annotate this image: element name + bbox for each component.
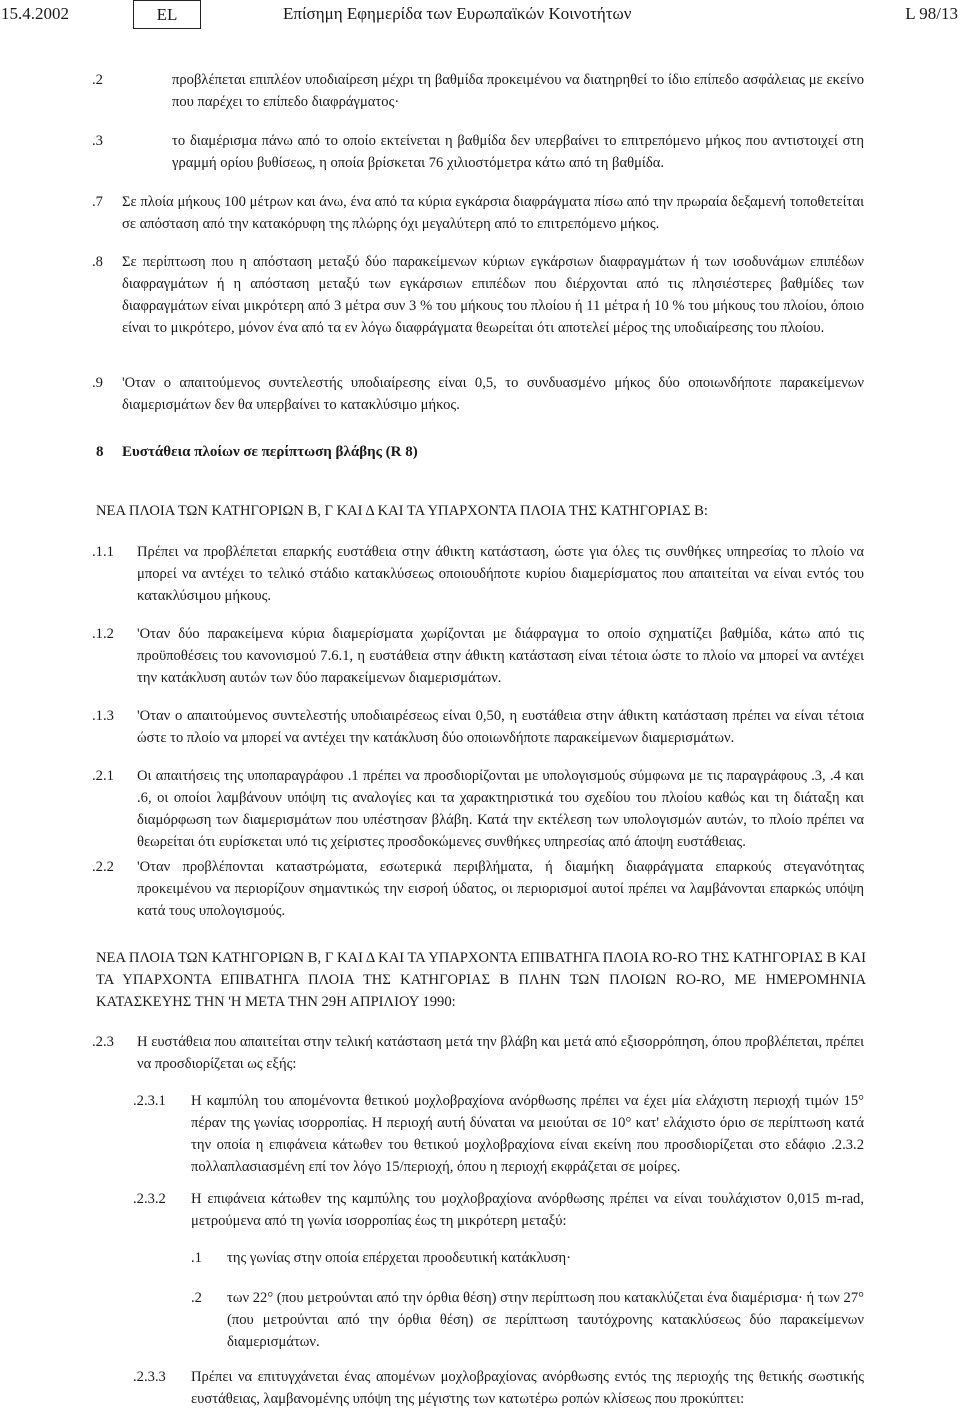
paragraph-2-3-3 — [133, 1366, 864, 1410]
paragraph-text: προβλέπεται επιπλέον υποδιαίρεση μέχρι τη βαθμίδα προκειμένου να διατηρηθεί το ίδιο επίπεδο ασφάλειας με εκείνο που παρέχει το επίπεδο διαφράγματος· — [172, 72, 864, 110]
subparagraph-1 — [191, 1247, 864, 1269]
subparagraph-number: .2 — [191, 1290, 202, 1306]
paragraph-number: .2 — [92, 72, 103, 88]
paragraph-2-3-1 — [133, 1090, 864, 1178]
journal-title: Επίσημη Εφημερίδα των Ευρωπαϊκών Κοινοτήτων — [283, 4, 632, 23]
paragraph-2-1 — [92, 765, 864, 853]
subparagraph-2 — [191, 1287, 864, 1353]
publication-date: 15.4.2002 — [1, 4, 69, 23]
paragraph-number: .1.3 — [92, 708, 114, 724]
paragraph-2-2 — [92, 856, 864, 922]
paragraph-number: .2.3 — [92, 1034, 114, 1050]
paragraph-text: Πρέπει να προβλέπεται επαρκής ευστάθεια στην άθικτη κατάσταση, ώστε για όλες τις συνθήκες υπηρεσίας το πλοίο να μπορεί να αντέχει το τελικό στάδιο κατακλύσεως οποιουδήποτε κυρίου διαμερίσματος που απαιτείται να είναι εντός του κατακλύσιμου μήκους. — [137, 544, 864, 604]
category-heading: ΝΕΑ ΠΛΟΙΑ ΤΩΝ ΚΑΤΗΓΟΡΙΩΝ Β, Γ ΚΑΙ Δ ΚΑΙ ΤΑ ΥΠΑΡΧΟΝΤΑ ΕΠΙΒΑΤΗΓΑ ΠΛΟΙΑ RO-RO ΤΗΣ ΚΑΤΗΓΟΡΙΑΣ Β ΚΑΙ ΤΑ ΥΠΑΡΧΟΝΤΑ ΕΠΙΒΑΤΗΓΑ ΠΛΟΙΑ ΤΗΣ ΚΑΤΗΓΟΡΙΑΣ Β ΠΛΗΝ ΤΩΝ ΠΛΟΙΩΝ RO-RO, ΜΕ ΗΜΕΡΟΜΗΝΙΑ ΚΑΤΑΣΚΕΥΗΣ ΤΗΝ 'Η ΜΕΤΑ ΤΗΝ 29Η ΑΠΡΙΛΙΟΥ 1990: — [96, 950, 866, 1010]
paragraph-1-2 — [92, 623, 864, 689]
paragraph-1-1 — [92, 541, 864, 607]
paragraph-text: 'Οταν ο απαιτούμενος συντελεστής υποδιαιρέσεως είναι 0,50, η ευστάθεια στην άθικτη κατάσταση πρέπει να είναι τέτοια ώστε το πλοίο να μπορεί να αντέχει την κατάκλυση δύο οποιωνδήποτε παρακείμενων διαμερισμάτων. — [137, 708, 864, 746]
subparagraph-text: των 22° (που μετρούνται από την όρθια θέση) στην περίπτωση που κατακλύζεται ένα διαμέρισμα· ή των 27° (που μετρούνται από την όρθια θέση) σε περίπτωση ταυτόχρονης κατακλύσεως δύο παρακείμενων διαμερισμάτων. — [227, 1290, 864, 1350]
paragraph-number: .3 — [92, 133, 103, 149]
paragraph-text: 'Οταν ο απαιτούμενος συντελεστής υποδιαίρεσης είναι 0,5, το συνδυασμένο μήκος δύο οποιωνδήποτε παρακείμενων διαμερισμάτων δεν θα υπερβαίνει το κατακλύσιμο μήκος. — [122, 375, 864, 413]
paragraph-1-3 — [92, 705, 864, 749]
subparagraph-text: της γωνίας στην οποία επέρχεται προοδευτική κατάκλυση· — [227, 1250, 572, 1266]
paragraph-2-3 — [92, 1031, 864, 1075]
paragraph-number: .1.2 — [92, 626, 114, 642]
page-reference: L 98/13 — [905, 4, 958, 23]
paragraph-text: Η καμπύλη του απομένοντα θετικού μοχλοβραχίονα ανόρθωσης πρέπει να έχει μία ελάχιστη περιοχή τιμών 15° πέραν της γωνίας ισορροπίας. Η περιοχή αυτή δύναται να μειούται σε 10° κατ' ελάχιστο όριο σε περίπτωση κατά την οποία η επιφάνεια κάτωθεν του θετικού μοχλοβραχίονα είναι εκείνη που προσδιορίζεται στο εδάφιο .2.3.2 πολλαπλασιασμένη επί τον λόγο 15/περιοχή, όπου η περιοχή εκφράζεται σε μοίρες. — [191, 1093, 864, 1175]
paragraph-number: .2.2 — [92, 859, 114, 875]
paragraph-number: .2.1 — [92, 768, 114, 784]
paragraph-text: 'Οταν προβλέπονται καταστρώματα, εσωτερικά περιβλήματα, ή διαμήκη διαφράγματα επαρκούς στεγανότητας προκειμένου να περιορίζουν σημαντικώς την εισροή ύδατος, οι περιορισμοί αυτοί πρέπει να λαμβάνονται επαρκώς υπόψη κατά τους υπολογισμούς. — [137, 859, 864, 919]
paragraph-2 — [92, 69, 864, 113]
paragraph-text: Η επιφάνεια κάτωθεν της καμπύλης του μοχλοβραχίονα ανόρθωσης πρέπει να είναι τουλάχιστον 0,015 m-rad, μετρούμενα από τη γωνία ισορροπίας έως τη μικρότερη μεταξύ: — [191, 1191, 864, 1229]
paragraph-text: Η ευστάθεια που απαιτείται στην τελική κατάσταση μετά την βλάβη και μετά από εξισορρόπηση, όπου προβλέπεται, πρέπει να προσδιορίζεται ως εξής: — [137, 1034, 864, 1072]
paragraph-number: .1.1 — [92, 544, 114, 560]
paragraph-7 — [92, 191, 864, 235]
language-code-box: EL — [133, 0, 201, 29]
section-heading — [96, 441, 418, 463]
paragraph-9 — [92, 372, 864, 416]
paragraph-2-3-2 — [133, 1188, 864, 1232]
subparagraph-number: .1 — [191, 1250, 202, 1266]
paragraph-number: .2.3.2 — [133, 1191, 166, 1207]
page-header — [0, 0, 960, 36]
paragraph-number: .9 — [92, 375, 103, 391]
paragraph-text: το διαμέρισμα πάνω από το οποίο εκτείνεται η βαθμίδα δεν υπερβαίνει το επιτρεπόμενο μήκος που αντιστοιχεί στη γραμμή ορίου βυθίσεως, η οποία βρίσκεται 76 χιλιοστόμετρα κάτω από τη βαθμίδα. — [172, 133, 864, 171]
section-number: 8 — [96, 444, 104, 460]
paragraph-number: .2.3.3 — [133, 1369, 166, 1385]
paragraph-text: Οι απαιτήσεις της υποπαραγράφου .1 πρέπει να προσδιορίζονται με υπολογισμούς σύμφωνα με τις παραγράφους .3, .4 και .6, οι οποίοι λαμβάνουν υπόψη τις αναλογίες και τα χαρακτηριστικά του σχεδίου του πλοίου καθώς και τη διάταξη και διαμόρφωση των διαμερισμάτων που υπέστησαν βλάβη. Κατά την εκτέλεση των υπολογισμών αυτών, το πλοίο πρέπει να θεωρείται ότι ευρίσκεται υπό τις χείριστες προσδοκώμενες συνθήκες υπηρεσίας από άποψη ευστάθειας. — [137, 768, 864, 850]
paragraph-text: Σε πλοία μήκους 100 μέτρων και άνω, ένα από τα κύρια εγκάρσια διαφράγματα πίσω από την πρωραία δεξαμενή τοποθετείται σε απόσταση από την κατακόρυφη της πλώρης όχι μεγαλύτερη από το επιτρεπόμενο μήκος. — [122, 194, 864, 232]
paragraph-number: .2.3.1 — [133, 1093, 166, 1109]
section-title: Ευστάθεια πλοίων σε περίπτωση βλάβης (R 8) — [122, 444, 418, 460]
paragraph-number: .8 — [92, 254, 103, 270]
category-heading: ΝΕΑ ΠΛΟΙΑ ΤΩΝ ΚΑΤΗΓΟΡΙΩΝ Β, Γ ΚΑΙ Δ ΚΑΙ ΤΑ ΥΠΑΡΧΟΝΤΑ ΠΛΟΙΑ ΤΗΣ ΚΑΤΗΓΟΡΙΑΣ Β: — [96, 503, 708, 519]
paragraph-number: .7 — [92, 194, 103, 210]
paragraph-text: 'Οταν δύο παρακείμενα κύρια διαμερίσματα χωρίζονται με διάφραγμα το οποίο σχηματίζει βαθμίδα, κάτω από τις προϋποθέσεις του κανονισμού 7.6.1, η ευστάθεια στην άθικτη κατάσταση είναι τέτοια ώστε το πλοίο να μπορεί να αντέχει την κατάκλυση αυτών των δύο παρακείμενων διαμερισμάτων. — [137, 626, 864, 686]
paragraph-8 — [92, 251, 864, 339]
paragraph-text: Πρέπει να επιτυγχάνεται ένας απομένων μοχλοβραχίονας ανόρθωσης εντός της περιοχής της θετικής σωστικής ευστάθειας, λαμβανομένης υπόψη της μέγιστης των κατωτέρω ροπών κλίσεως που προκύπτει: — [191, 1369, 864, 1407]
paragraph-3 — [92, 130, 864, 174]
paragraph-text: Σε περίπτωση που η απόσταση μεταξύ δύο παρακείμενων κύριων εγκάρσιων διαφραγμάτων ή των ισοδυνάμων επιπέδων διαφραγμάτων ή η απόσταση μεταξύ των εγκάρσιων επιπέδων που διέρχονται από τις πλησιέστερες βαθμίδες των διαφραγμάτων είναι μικρότερη από 3 μέτρα συν 3 % του μήκους του πλοίου ή 11 μέτρα ή 10 % του μήκους του πλοίου, όποιο είναι το μικρότερο, μόνον ένα από τα εν λόγω διαφράγματα θεωρείται ότι αποτελεί μέρος της υποδιαίρεσης του πλοίου. — [122, 254, 864, 336]
